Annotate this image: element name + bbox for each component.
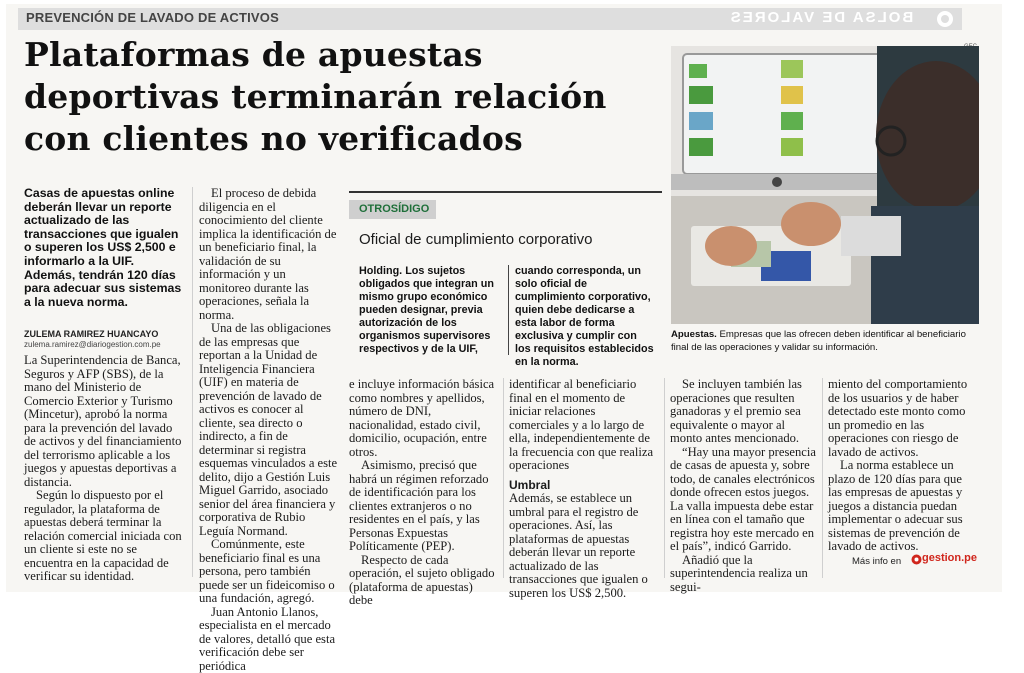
paragraph: “Hay una mayor presencia de casas de apuesta y, sobre todo, de canales electrónicos donde ofrecen estos juegos. La valla impuesta debe estar en línea con el tamaño que registra hoy este mercado en el país”, indicó Garrido. <box>670 446 818 554</box>
photo-caption <box>671 328 981 354</box>
newspaper-page <box>6 4 1002 592</box>
more-info-label: Más info en <box>852 556 901 567</box>
column-divider <box>822 378 823 578</box>
caption-lead: Apuestas. <box>671 329 717 340</box>
article-column-6 <box>828 378 978 554</box>
column-divider <box>192 187 193 577</box>
article-column-4 <box>509 378 657 600</box>
column-divider <box>503 378 504 578</box>
box-divider <box>508 265 509 355</box>
article-column-2 <box>199 187 340 673</box>
sidebar-box <box>349 191 662 362</box>
website-link[interactable]: gestion.pe <box>922 552 977 564</box>
box-column-1 <box>359 265 509 356</box>
paragraph: Asimismo, precisó que habrá un régimen reforzado de identificación para los clientes extranjeros o no residentes en el país, y las Personas Expuestas Políticamente (PEP). <box>349 459 499 554</box>
paragraph: Juan Antonio Llanos, especialista en el mercado de valores, detalló que esta verificación debe ser periódica <box>199 606 340 673</box>
paragraph: Respecto de cada operación, el sujeto obligado (plataforma de apuestas) debe <box>349 554 499 608</box>
headline <box>24 34 664 160</box>
paragraph: Se incluyen también las operaciones que resulten ganadoras y el premio sea equivalente o mayor al monto antes mencionado. <box>670 378 818 446</box>
subhead: Umbral <box>509 479 657 493</box>
box-lead: Holding. <box>359 265 402 277</box>
column-divider <box>664 378 665 578</box>
paragraph: Además, se establece un umbral para el registro de operaciones. Así, las plataformas de apuestas deberán llevar un reporte actualizado de las transacciones que igualen o superen los US$ 2,500. <box>509 492 657 600</box>
article-column-5 <box>670 378 818 594</box>
article-dek: Casas de apuestas online deberán llevar un reporte actualizado de las transacciones que igualen o superen los US$ 2,500 e informarlo a la UIF. Además, tendrán 120 días para adecuar sus sistemas a la nueva norma. <box>24 187 186 309</box>
paragraph: Una de las obligaciones de las empresas que reportan a la Unidad de Inteligencia Financiera (UIF) en materia de prevención de lavado de activos es conocer al cliente, sea directo o indirecto, a fin de determinar si registra esquemas vinculados a este delito, dijo a Gestión Luis Miguel Garrido, asociado senior del área financiera y corporativa de Rubio Leguía Normand. <box>199 322 340 538</box>
box-top-rule <box>349 191 662 193</box>
headline-line: con clientes no verificados <box>24 118 664 160</box>
box-title: Oficial de cumplimiento corporativo <box>359 231 592 248</box>
paragraph: El proceso de debida diligencia en el conocimiento del cliente implica la identificación de un beneficiario final, la validación de su información y un monitoreo durante las operaciones, señala la norma. <box>199 187 340 322</box>
section-label: PREVENCIÓN DE LAVADO DE ACTIVOS <box>26 10 279 25</box>
paragraph: Añadió que la superintendencia realiza un segui- <box>670 554 818 595</box>
paragraph: La norma establece un plazo de 120 días para que las empresas de apuestas y juegos a distancia puedan implementar o adecuar sus sistemas de prevención de lavado de activos. <box>828 459 978 554</box>
headline-line: deportivas terminarán relación <box>24 76 664 118</box>
paragraph: e incluye información básica como nombres y apellidos, número de DNI, nacionalidad, estado civil, domicilio, ocupación, entre otros. <box>349 378 499 459</box>
box-column-2: cuando corresponda, un solo oficial de cumplimiento corporativo, quien debe dedicarse a esta labor de forma exclusiva y cumplir con los requisitos establecidos en la norma. <box>515 265 655 369</box>
photo-betting-on-computer <box>671 46 979 324</box>
box-label <box>349 200 436 219</box>
box-text: Los sujetos obligados que integran un mismo grupo económico pueden designar, previa autorización de los organismos supervisores respectivos y de la UIF, <box>359 265 494 355</box>
caption-text: Empresas que las ofrecen deben identificar al beneficiario final de las operaciones y validar su información. <box>671 329 966 353</box>
bolsa-logo-icon <box>936 10 954 28</box>
article-column-3 <box>349 378 499 608</box>
headline-line: Plataformas de apuestas <box>24 34 664 76</box>
paragraph: identificar al beneficiario final en el momento de iniciar relaciones comerciales y a lo largo de ella, independientemente de la frecuencia con que realiza operaciones <box>509 378 657 473</box>
paragraph: miento del comportamiento de los usuarios y de haber detectado este monto como un promedio en las operaciones con riesgo de lavado de activos. <box>828 378 978 459</box>
paragraph: Según lo dispuesto por el regulador, la plataforma de apuestas deberá terminar la relación comercial iniciada con un cliente si este no se encuentra en la capacidad de verificar su identidad. <box>24 489 186 584</box>
paragraph: La Superintendencia de Banca, Seguros y AFP (SBS), de la mano del Ministerio de Comercio Exterior y Turismo (Mincetur), aprobó la norma para la prevención del lavado de activos y del financiamiento del terrorismo aplicable a los juegos y apuestas deportivas a distancia. <box>24 354 186 489</box>
byline: ZULEMA RAMIREZ HUANCAYO <box>24 329 158 339</box>
paragraph: Comúnmente, este beneficiario final es una persona, pero también puede ser un fideicomiso o una fundación, agregó. <box>199 538 340 606</box>
author-email[interactable]: zulema.ramirez@diariogestion.com.pe <box>24 340 161 349</box>
article-column-1 <box>24 354 186 584</box>
gestion-logo-icon <box>911 554 922 565</box>
box-label-text: OTROSÍDIGO <box>359 203 429 215</box>
mirrored-section-header: BOLSA DE VALORES <box>706 9 936 26</box>
